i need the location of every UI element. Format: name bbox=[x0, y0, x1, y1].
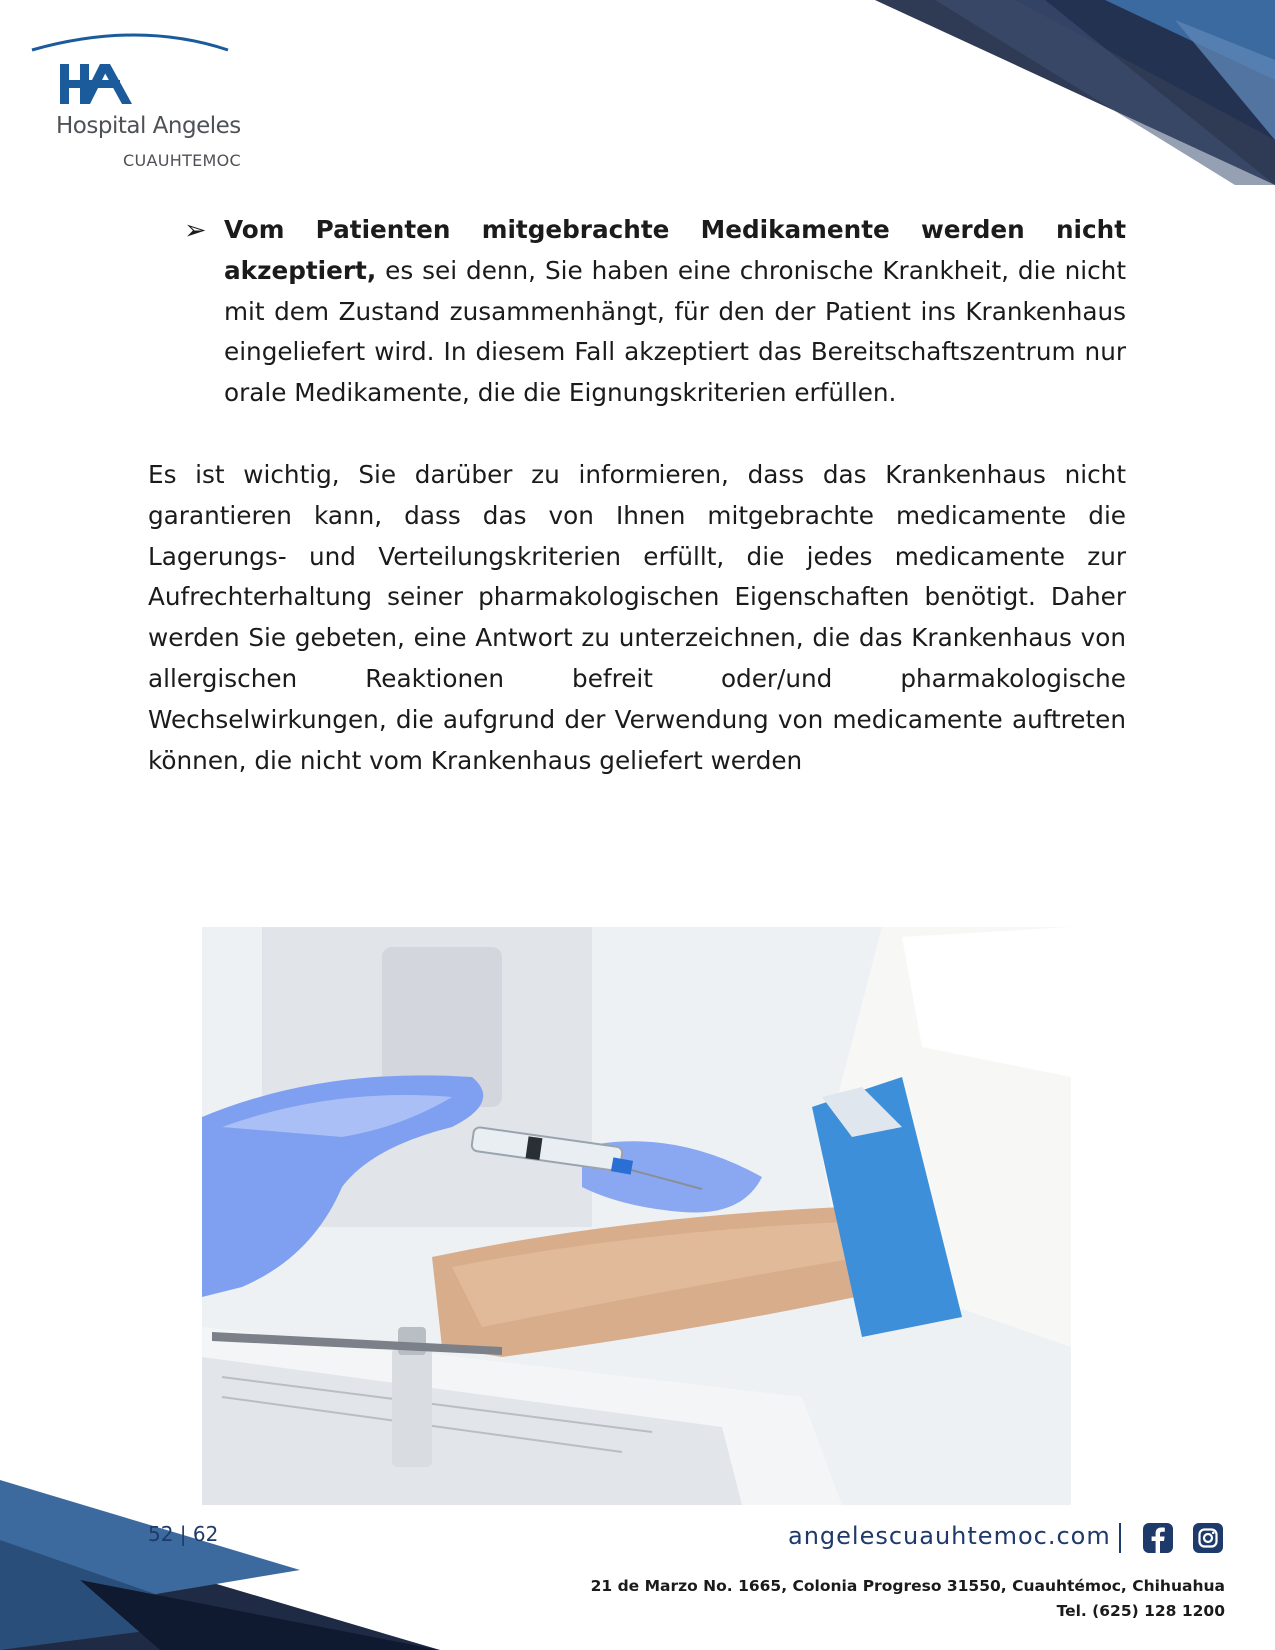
bullet-bold-text: Vom Patienten mitgebrachte Medikamente werden nicht akzeptiert, bbox=[224, 215, 1126, 285]
page-number: 52 | 62 bbox=[148, 1522, 219, 1546]
bullet-item bbox=[148, 210, 1126, 414]
arrow-bullet-icon: ➢ bbox=[184, 215, 207, 246]
body-paragraph: Es ist wichtig, Sie darüber zu informieren, dass das Krankenhaus nicht garantieren kann, dass das von Ihnen mitgebrachte medicamente die Lagerungs- und Verteilungskriterien erfüllt, die jedes medicamente zur Aufrechterhaltung seiner pharmakologischen Eigenschaften benötigt. Daher werden Sie gebeten, eine Antwort zu unterzeichnen, die das Krankenhaus von allergischen Reaktionen befreit oder/und pharmakologische Wechselwirkungen, die aufgrund der Verwendung von medicamente auftreten können, die nicht vom Krankenhaus geliefert werden bbox=[148, 459, 1126, 775]
logo-hospital-name: Hospital Angeles bbox=[56, 113, 241, 139]
hospital-logo bbox=[28, 26, 243, 176]
bullet-paragraph bbox=[224, 210, 1126, 414]
facebook-icon[interactable] bbox=[1143, 1523, 1173, 1553]
address-line: 21 de Marzo No. 1665, Colonia Progreso 31550, Cuauhtémoc, Chihuahua bbox=[590, 1577, 1225, 1595]
injection-photo bbox=[202, 927, 1071, 1505]
logo-location: CUAUHTEMOC bbox=[123, 151, 242, 170]
footer-corner-decoration bbox=[0, 1480, 440, 1650]
header-corner-decoration bbox=[875, 0, 1275, 185]
address-block bbox=[591, 1574, 1225, 1624]
instagram-icon[interactable] bbox=[1193, 1523, 1223, 1553]
hospital-logo-icon bbox=[28, 26, 243, 116]
footer-divider bbox=[1119, 1523, 1121, 1553]
phone-line: Tel. (625) 128 1200 bbox=[1056, 1602, 1225, 1620]
website-link[interactable]: angelescuauhtemoc.com bbox=[788, 1522, 1111, 1550]
document-body bbox=[148, 210, 1126, 781]
bullet-body-text: es sei denn, Sie haben eine chronische Krankheit, die nicht mit dem Zustand zusammenhängt, für den der Patient ins Krankenhaus eingeliefert wird. In diesem Fall akzeptiert das Bereitschaftszentrum nur orale Medikamente, die die Eignungskriterien erfüllen. bbox=[224, 255, 1126, 408]
